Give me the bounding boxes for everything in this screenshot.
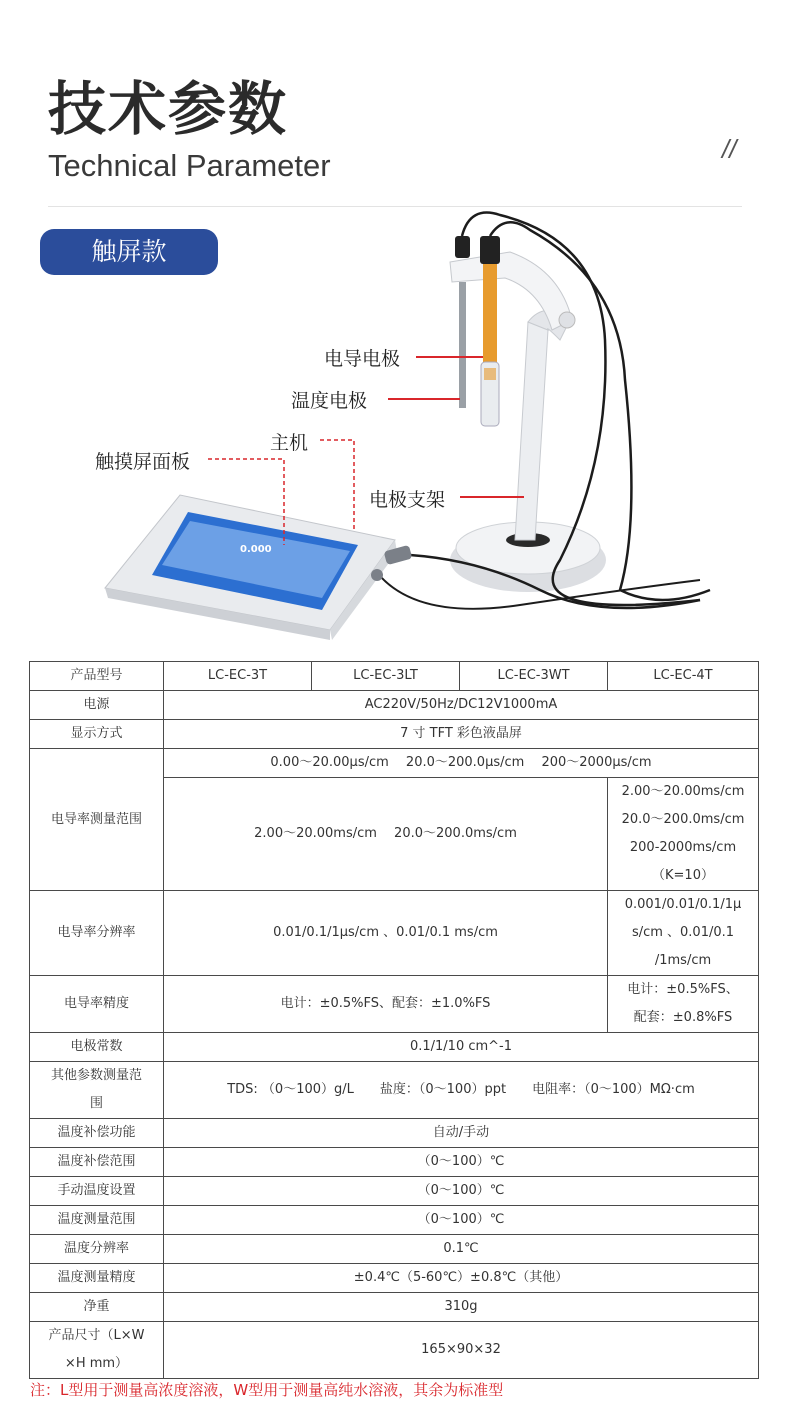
row-value: （0～100）℃ (164, 1206, 759, 1235)
row-label: 显示方式 (30, 720, 164, 749)
row-label (30, 1322, 164, 1379)
temperature-electrode-probe (459, 282, 466, 408)
row-value: ±0.4℃（5-60℃）±0.8℃（其他） (164, 1264, 759, 1293)
cell-line: （K=10） (652, 868, 714, 883)
row-label: 产品型号 (30, 662, 164, 691)
callout-touch-panel: 触摸屏面板 (95, 451, 191, 473)
stand-pole (515, 322, 548, 540)
table-row (30, 891, 759, 976)
product-illustration (0, 200, 790, 650)
row-label: 温度补偿范围 (30, 1148, 164, 1177)
callout-conductivity-electrode: 电导电极 (324, 348, 401, 370)
table-row (30, 1235, 759, 1264)
row-label: 净重 (30, 1293, 164, 1322)
table-row (30, 1062, 759, 1119)
spec-table (29, 661, 759, 1379)
model-cell: LC-EC-4T (608, 662, 759, 691)
row-label: 温度测量精度 (30, 1264, 164, 1293)
table-row (30, 1148, 759, 1177)
cell-line: 围 (89, 1096, 103, 1111)
row-value: 0.1/1/10 cm^-1 (164, 1033, 759, 1062)
row-value-4t (608, 976, 759, 1033)
row-value: （0～100）℃ (164, 1148, 759, 1177)
cell-line: 其他参数测量范 (50, 1068, 142, 1083)
row-value: 0.01/0.1/1μs/cm 、0.01/0.1 ms/cm (164, 891, 608, 976)
row-label: 温度测量范围 (30, 1206, 164, 1235)
row-value: AC220V/50Hz/DC12V1000mA (164, 691, 759, 720)
row-value: 0.00～20.00μs/cm 20.0～200.0μs/cm 200～2000μs/cm (164, 749, 759, 778)
page-title: 技术参数 (48, 75, 289, 143)
table-row (30, 749, 759, 778)
callout-temperature-electrode: 温度电极 (291, 390, 368, 412)
row-value: 7 寸 TFT 彩色液晶屏 (164, 720, 759, 749)
table-row (30, 1033, 759, 1062)
table-row (30, 662, 759, 691)
cell-line: /1ms/cm (654, 953, 712, 968)
table-row (30, 1119, 759, 1148)
row-value: 自动/手动 (164, 1119, 759, 1148)
model-cell: LC-EC-3T (164, 662, 312, 691)
table-row (30, 1177, 759, 1206)
conductivity-electrode-probe (483, 262, 497, 362)
cell-line: 200-2000ms/cm (629, 840, 737, 855)
row-label: 手动温度设置 (30, 1177, 164, 1206)
table-row (30, 1293, 759, 1322)
row-value: 310g (164, 1293, 759, 1322)
table-row (30, 1264, 759, 1293)
callout-host: 主机 (270, 432, 309, 454)
cell-line: 0.001/0.01/0.1/1μ (624, 897, 742, 912)
row-value: TDS: （0～100）g/L 盐度：（0～100）ppt 电阻率：（0～100）MΩ·cm (164, 1062, 759, 1119)
row-label: 温度分辨率 (30, 1235, 164, 1264)
cell-line: s/cm 、0.01/0.1 (631, 925, 735, 940)
row-label (30, 1062, 164, 1119)
table-row (30, 1322, 759, 1379)
callout-electrode-stand: 电极支架 (369, 489, 446, 511)
table-row (30, 720, 759, 749)
screen-reading: 0.000 (240, 544, 272, 555)
row-value: 2.00～20.00ms/cm 20.0～200.0ms/cm (164, 778, 608, 891)
table-row (30, 1206, 759, 1235)
row-value-4t (608, 891, 759, 976)
row-value-4t (608, 778, 759, 891)
footnote: 注：L型用于测量高浓度溶液，W型用于测量高纯水溶液，其余为标准型 (30, 1381, 504, 1399)
cell-line: 2.00～20.00ms/cm (621, 784, 745, 799)
cell-line: ×H mm） (64, 1356, 129, 1371)
row-value: 0.1℃ (164, 1235, 759, 1264)
row-label: 温度补偿功能 (30, 1119, 164, 1148)
model-cell: LC-EC-3WT (460, 662, 608, 691)
cell-line: 20.0～200.0ms/cm (621, 812, 745, 827)
model-cell: LC-EC-3LT (312, 662, 460, 691)
row-label: 电导率测量范围 (30, 749, 164, 891)
row-value: 165×90×32 (164, 1322, 759, 1379)
variant-badge: 触屏款 (40, 229, 218, 275)
decorative-slashes: // (722, 134, 737, 164)
row-label: 电极常数 (30, 1033, 164, 1062)
row-value: 电计：±0.5%FS、配套：±1.0%FS (164, 976, 608, 1033)
page-subtitle: Technical Parameter (48, 148, 331, 183)
table-row (30, 691, 759, 720)
row-value: （0～100）℃ (164, 1177, 759, 1206)
table-row (30, 976, 759, 1033)
row-label: 电导率精度 (30, 976, 164, 1033)
callout-line-host (320, 440, 354, 530)
row-label: 电源 (30, 691, 164, 720)
cell-line: 配套：±0.8%FS (633, 1010, 733, 1025)
row-label: 电导率分辨率 (30, 891, 164, 976)
stand-arm (450, 252, 572, 330)
cell-line: 产品尺寸（L×W (48, 1328, 145, 1343)
cell-line: 电计：±0.5%FS、 (627, 982, 739, 997)
